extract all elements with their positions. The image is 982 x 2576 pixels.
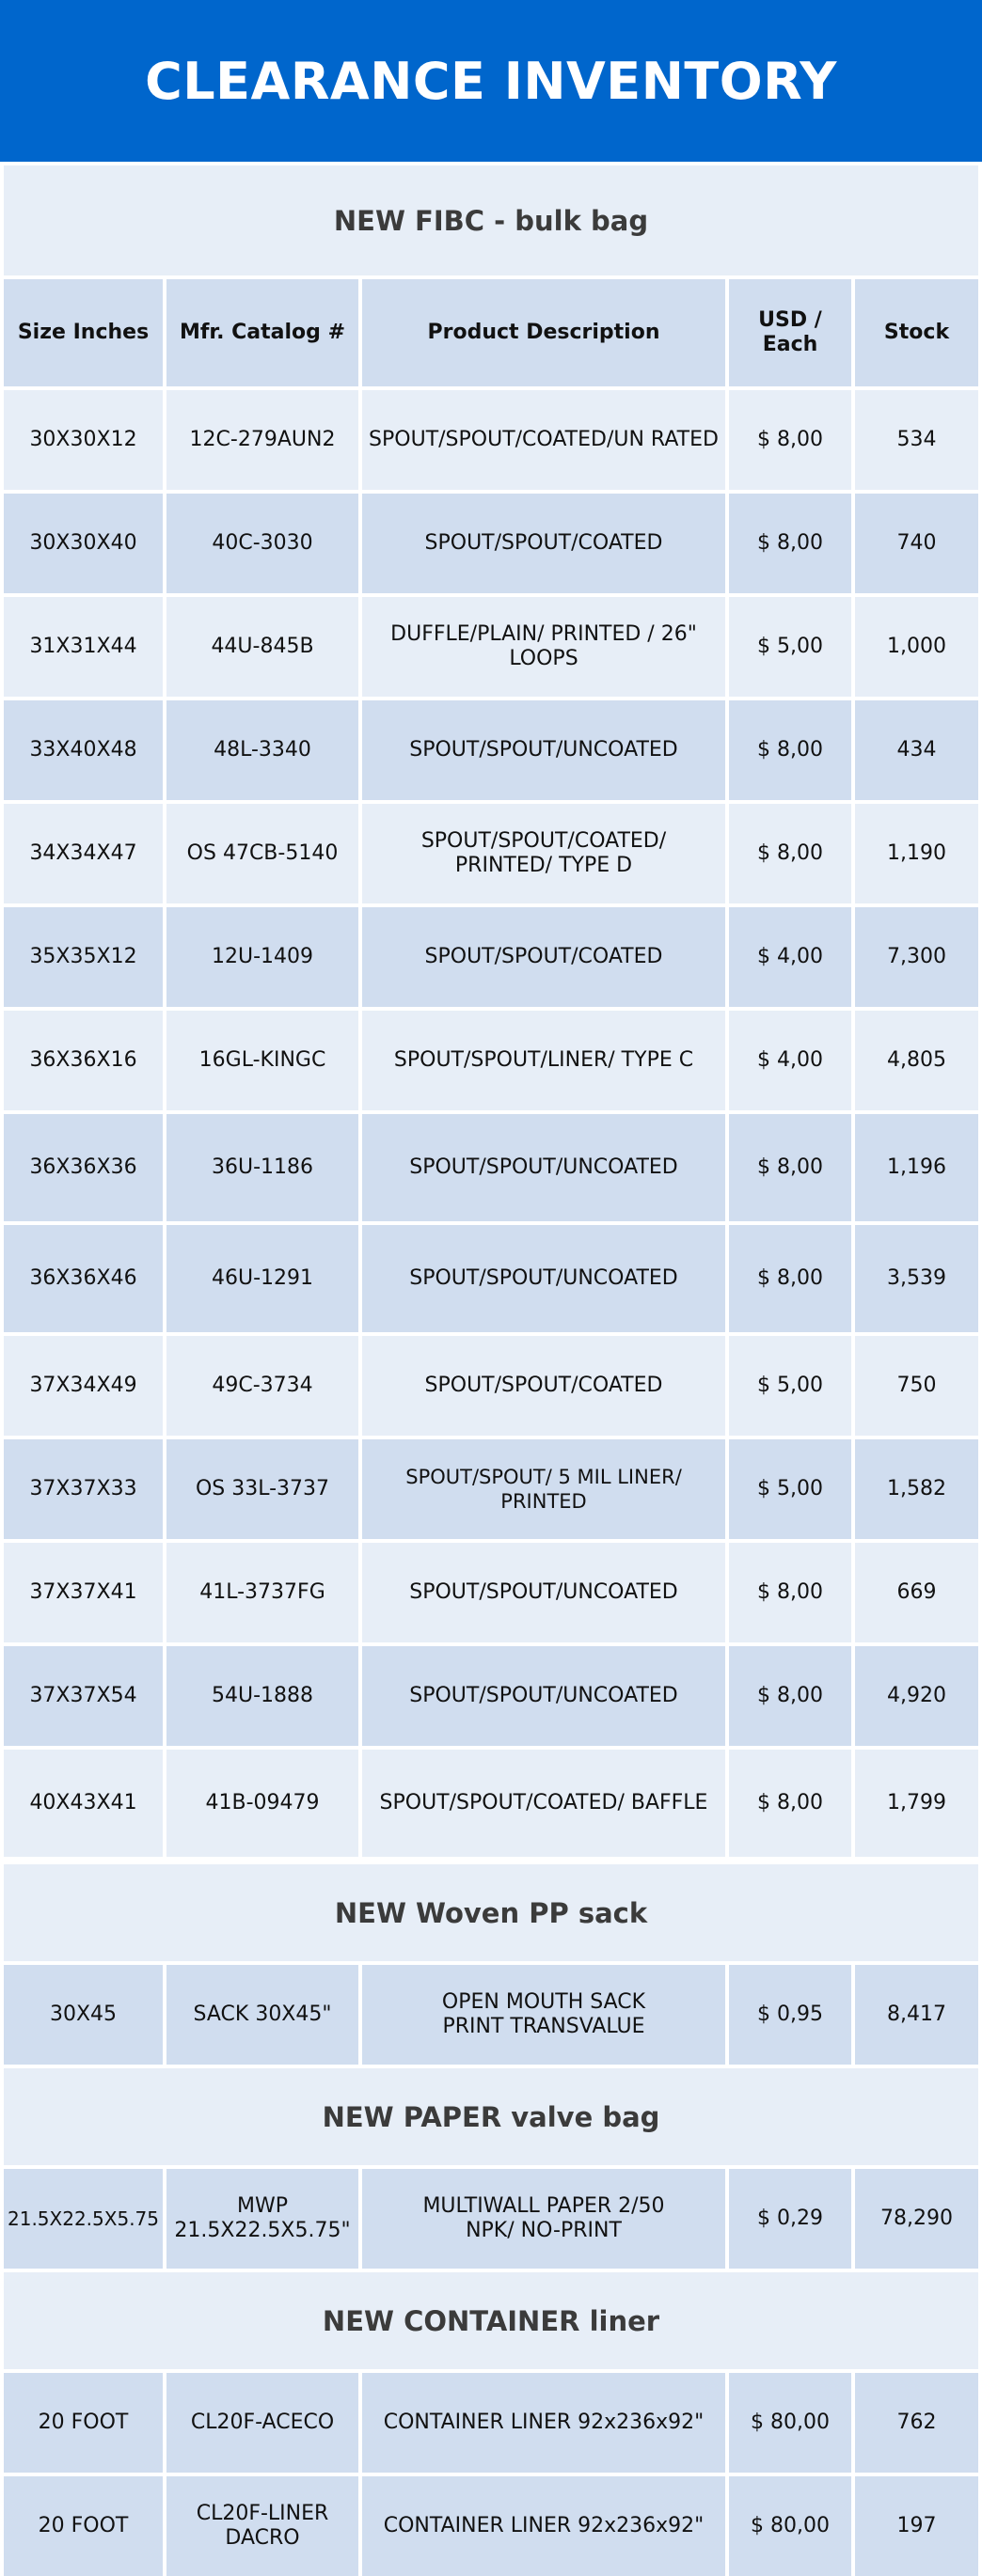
stock-cell: 434 xyxy=(855,700,978,800)
table-header-row xyxy=(4,279,978,386)
description-cell: SPOUT/SPOUT/LINER/ TYPE C xyxy=(362,1011,725,1110)
catalog-cell: 44U-845B xyxy=(166,597,358,697)
catalog-cell: CL20F-LINER DACRO xyxy=(166,2476,358,2576)
description-cell: CONTAINER LINER 92x236x92" xyxy=(362,2476,725,2576)
catalog-cell: 16GL-KINGC xyxy=(166,1011,358,1110)
column-header-size: Size Inches xyxy=(4,279,163,386)
table-row xyxy=(4,1750,978,1857)
stock-cell: 8,417 xyxy=(855,1965,978,2065)
size-cell: 37X37X54 xyxy=(4,1646,163,1746)
table-row xyxy=(4,2169,978,2269)
stock-cell: 7,300 xyxy=(855,907,978,1007)
description-cell: SPOUT/SPOUT/UNCOATED xyxy=(362,1646,725,1746)
table-row xyxy=(4,1646,978,1746)
catalog-cell: 41B-09479 xyxy=(166,1750,358,1857)
catalog-cell: 12U-1409 xyxy=(166,907,358,1007)
size-cell: 36X36X46 xyxy=(4,1225,163,1332)
page-title: CLEARANCE INVENTORY xyxy=(145,51,837,111)
price-cell: $ 4,00 xyxy=(729,907,851,1007)
column-header-catalog: Mfr. Catalog # xyxy=(166,279,358,386)
table-row xyxy=(4,2373,978,2473)
size-cell: 37X34X49 xyxy=(4,1336,163,1436)
price-cell: $ 8,00 xyxy=(729,494,851,593)
table-row xyxy=(4,390,978,490)
table-row xyxy=(4,494,978,593)
price-cell: $ 80,00 xyxy=(729,2476,851,2576)
catalog-cell: 36U-1186 xyxy=(166,1114,358,1221)
description-cell: SPOUT/SPOUT/UNCOATED xyxy=(362,1225,725,1332)
stock-cell: 762 xyxy=(855,2373,978,2473)
size-cell: 30X30X40 xyxy=(4,494,163,593)
stock-cell: 1,799 xyxy=(855,1750,978,1857)
size-cell: 35X35X12 xyxy=(4,907,163,1007)
price-cell: $ 8,00 xyxy=(729,1225,851,1332)
size-cell: 31X31X44 xyxy=(4,597,163,697)
catalog-cell: OS 33L-3737 xyxy=(166,1439,358,1539)
size-cell: 33X40X48 xyxy=(4,700,163,800)
size-cell: 30X30X12 xyxy=(4,390,163,490)
price-cell: $ 0,95 xyxy=(729,1965,851,2065)
stock-cell: 1,582 xyxy=(855,1439,978,1539)
stock-cell: 1,190 xyxy=(855,804,978,903)
title-banner xyxy=(0,0,982,162)
price-cell: $ 4,00 xyxy=(729,1011,851,1110)
price-cell: $ 0,29 xyxy=(729,2169,851,2269)
price-cell: $ 8,00 xyxy=(729,700,851,800)
section-title-container-liner: NEW CONTAINER liner xyxy=(4,2272,978,2369)
size-cell: 37X37X33 xyxy=(4,1439,163,1539)
table-row xyxy=(4,1225,978,1332)
stock-cell: 669 xyxy=(855,1543,978,1642)
price-cell: $ 5,00 xyxy=(729,1439,851,1539)
catalog-cell: CL20F-ACECO xyxy=(166,2373,358,2473)
description-cell: SPOUT/SPOUT/UNCOATED xyxy=(362,1114,725,1221)
description-cell: SPOUT/SPOUT/ 5 MIL LINER/ PRINTED xyxy=(362,1439,725,1539)
description-cell: CONTAINER LINER 92x236x92" xyxy=(362,2373,725,2473)
table-row xyxy=(4,1011,978,1110)
catalog-cell: SACK 30X45" xyxy=(166,1965,358,2065)
table-row xyxy=(4,1965,978,2065)
stock-cell: 197 xyxy=(855,2476,978,2576)
section-title-fibc: NEW FIBC - bulk bag xyxy=(4,165,978,275)
size-cell: 36X36X36 xyxy=(4,1114,163,1221)
price-cell: $ 8,00 xyxy=(729,1750,851,1857)
price-cell: $ 80,00 xyxy=(729,2373,851,2473)
table-row xyxy=(4,2476,978,2576)
price-cell: $ 8,00 xyxy=(729,1646,851,1746)
description-cell: SPOUT/SPOUT/COATED xyxy=(362,1336,725,1436)
price-cell: $ 5,00 xyxy=(729,597,851,697)
stock-cell: 740 xyxy=(855,494,978,593)
size-cell: 21.5X22.5X5.75 xyxy=(4,2169,163,2269)
price-cell: $ 8,00 xyxy=(729,1114,851,1221)
stock-cell: 3,539 xyxy=(855,1225,978,1332)
price-cell: $ 8,00 xyxy=(729,804,851,903)
table-row xyxy=(4,804,978,903)
size-cell: 30X45 xyxy=(4,1965,163,2065)
section-title-woven-sack: NEW Woven PP sack xyxy=(4,1864,978,1961)
catalog-cell: MWP 21.5X22.5X5.75" xyxy=(166,2169,358,2269)
size-cell: 34X34X47 xyxy=(4,804,163,903)
description-cell: SPOUT/SPOUT/COATED xyxy=(362,907,725,1007)
price-cell: $ 8,00 xyxy=(729,390,851,490)
catalog-cell: 54U-1888 xyxy=(166,1646,358,1746)
catalog-cell: 40C-3030 xyxy=(166,494,358,593)
size-cell: 36X36X16 xyxy=(4,1011,163,1110)
price-cell: $ 8,00 xyxy=(729,1543,851,1642)
catalog-cell: OS 47CB-5140 xyxy=(166,804,358,903)
size-cell: 20 FOOT xyxy=(4,2373,163,2473)
section-title-paper-valve-bag: NEW PAPER valve bag xyxy=(4,2068,978,2165)
table-row xyxy=(4,1114,978,1221)
description-cell: SPOUT/SPOUT/UNCOATED xyxy=(362,1543,725,1642)
stock-cell: 4,805 xyxy=(855,1011,978,1110)
table-row xyxy=(4,907,978,1007)
table-row xyxy=(4,1336,978,1436)
stock-cell: 1,196 xyxy=(855,1114,978,1221)
description-cell: OPEN MOUTH SACK PRINT TRANSVALUE xyxy=(362,1965,725,2065)
description-cell: SPOUT/SPOUT/COATED/ BAFFLE xyxy=(362,1750,725,1857)
stock-cell: 4,920 xyxy=(855,1646,978,1746)
size-cell: 37X37X41 xyxy=(4,1543,163,1642)
table-row xyxy=(4,1439,978,1539)
column-header-price: USD / Each xyxy=(729,279,851,386)
stock-cell: 534 xyxy=(855,390,978,490)
description-cell: DUFFLE/PLAIN/ PRINTED / 26" LOOPS xyxy=(362,597,725,697)
stock-cell: 78,290 xyxy=(855,2169,978,2269)
column-header-stock: Stock xyxy=(855,279,978,386)
stock-cell: 750 xyxy=(855,1336,978,1436)
catalog-cell: 41L-3737FG xyxy=(166,1543,358,1642)
description-cell: SPOUT/SPOUT/UNCOATED xyxy=(362,700,725,800)
stock-cell: 1,000 xyxy=(855,597,978,697)
size-cell: 40X43X41 xyxy=(4,1750,163,1857)
table-row xyxy=(4,597,978,697)
catalog-cell: 49C-3734 xyxy=(166,1336,358,1436)
catalog-cell: 48L-3340 xyxy=(166,700,358,800)
description-cell: MULTIWALL PAPER 2/50 NPK/ NO-PRINT xyxy=(362,2169,725,2269)
table-row xyxy=(4,1543,978,1642)
description-cell: SPOUT/SPOUT/COATED/ PRINTED/ TYPE D xyxy=(362,804,725,903)
column-header-description: Product Description xyxy=(362,279,725,386)
description-cell: SPOUT/SPOUT/COATED/UN RATED xyxy=(362,390,725,490)
description-cell: SPOUT/SPOUT/COATED xyxy=(362,494,725,593)
catalog-cell: 46U-1291 xyxy=(166,1225,358,1332)
table-row xyxy=(4,700,978,800)
size-cell: 20 FOOT xyxy=(4,2476,163,2576)
catalog-cell: 12C-279AUN2 xyxy=(166,390,358,490)
price-cell: $ 5,00 xyxy=(729,1336,851,1436)
